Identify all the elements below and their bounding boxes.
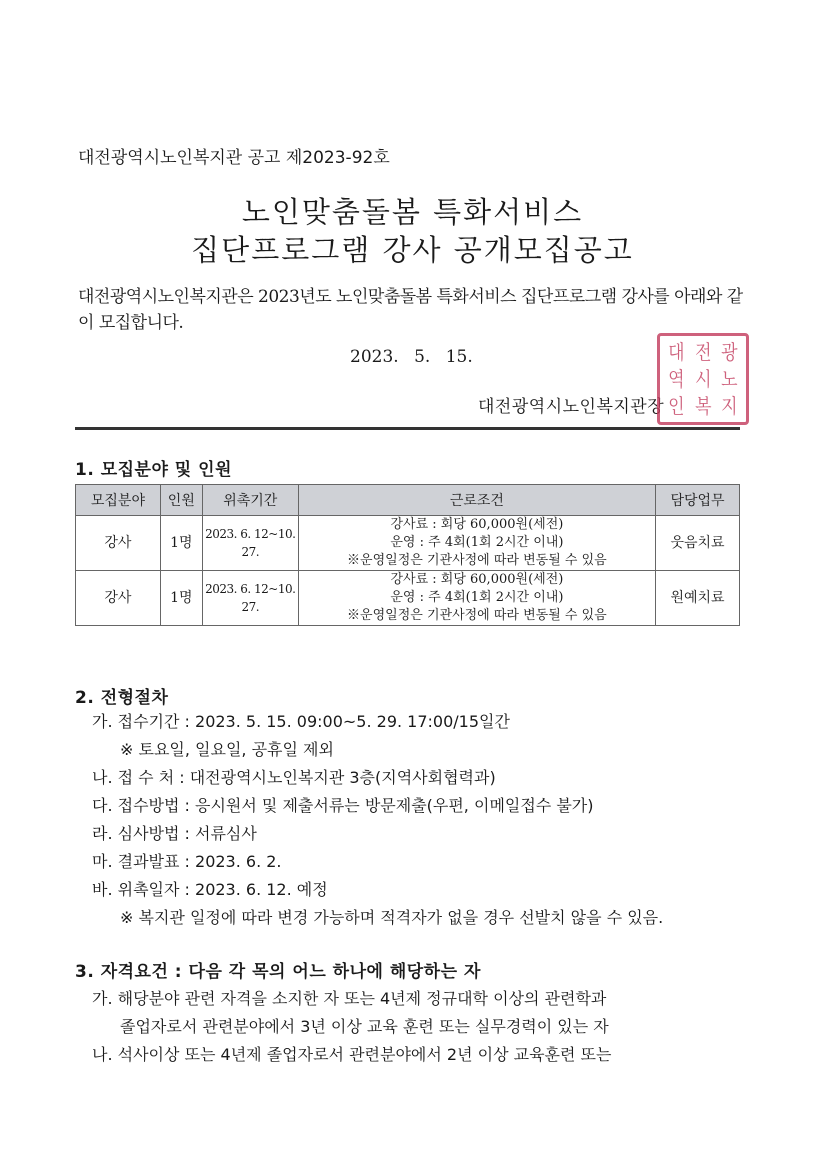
condition-fee: 강사료 : 회당 60,000원(세전): [390, 517, 564, 532]
document-title-line1: 노인맞춤돌봄 특화서비스: [241, 195, 584, 229]
column-header: 위촉기간: [202, 485, 298, 516]
stamp-char: 전: [694, 340, 712, 365]
section-divider: [75, 427, 740, 430]
column-header: 담당업무: [656, 485, 740, 516]
list-item: 가. 접수기간 : 2023. 5. 15. 09:00~5. 29. 17:00/15일간: [92, 712, 510, 731]
list-item: 바. 위촉일자 : 2023. 6. 12. 예정: [92, 880, 328, 899]
stamp-char: 인: [668, 393, 685, 418]
stamp-char: 대: [668, 340, 685, 365]
table-row: [76, 516, 740, 571]
cell-count: 1명: [160, 571, 202, 626]
cell-duty: 웃음치료: [656, 516, 740, 571]
stamp-char: 지: [721, 393, 738, 418]
table-row: [76, 571, 740, 626]
official-seal-stamp: [657, 333, 749, 425]
condition-schedule: 운영 : 주 4회(1회 2시간 이내): [390, 590, 564, 605]
list-note: ※ 복지관 일정에 따라 변경 가능하며 적격자가 없을 경우 선발치 않을 수 있음.: [120, 908, 664, 927]
list-item: 나. 접 수 처 : 대전광역시노인복지관 3층(지역사회협력과): [92, 768, 496, 787]
table-header-row: [76, 485, 740, 516]
list-item-continuation: 졸업자로서 관련분야에서 3년 이상 교육 훈련 또는 실무경력이 있는 자: [120, 1017, 609, 1036]
stamp-char: 역: [668, 366, 685, 391]
notice-date: 2023. 5. 15.: [350, 347, 473, 367]
notice-number: 대전광역시노인복지관 공고 제2023-92호: [78, 148, 390, 168]
issuer-name: 대전광역시노인복지관장: [478, 397, 665, 417]
column-header: 모집분야: [76, 485, 161, 516]
cell-conditions: [298, 516, 655, 571]
section-heading-qualifications: 3. 자격요건 : 다음 각 목의 어느 하나에 해당하는 자: [75, 962, 481, 982]
list-note: ※ 토요일, 일요일, 공휴일 제외: [120, 740, 334, 759]
intro-paragraph: 대전광역시노인복지관은 2023년도 노인맞춤돌봄 특화서비스 집단프로그램 강사를 아래와 같이 모집합니다.: [78, 287, 743, 333]
procedure-list: [92, 708, 663, 932]
recruitment-table: [75, 484, 740, 626]
cell-field: 강사: [76, 516, 161, 571]
cell-duty: 원예치료: [656, 571, 740, 626]
column-header: 인원: [160, 485, 202, 516]
condition-note: ※운영일정은 기관사정에 따라 변동될 수 있음: [347, 553, 607, 568]
section-heading-procedure: 2. 전형절차: [75, 688, 169, 708]
cell-field: 강사: [76, 571, 161, 626]
cell-period: 2023. 6. 12~10. 27.: [202, 571, 298, 626]
list-item: 마. 결과발표 : 2023. 6. 2.: [92, 852, 282, 871]
cell-count: 1명: [160, 516, 202, 571]
section-heading-recruitment: 1. 모집분야 및 인원: [75, 460, 232, 480]
list-item: 다. 접수방법 : 응시원서 및 제출서류는 방문제출(우편, 이메일접수 불가): [92, 796, 594, 815]
condition-note: ※운영일정은 기관사정에 따라 변동될 수 있음: [347, 608, 607, 623]
column-header: 근로조건: [298, 485, 655, 516]
list-item: 나. 석사이상 또는 4년제 졸업자로서 관련분야에서 2년 이상 교육훈련 또는: [92, 1045, 612, 1064]
list-item: 가. 해당분야 관련 자격을 소지한 자 또는 4년제 정규대학 이상의 관련학과: [92, 989, 607, 1008]
condition-fee: 강사료 : 회당 60,000원(세전): [390, 572, 564, 587]
cell-period: 2023. 6. 12~10. 27.: [202, 516, 298, 571]
stamp-char: 복: [694, 393, 712, 418]
list-item: 라. 심사방법 : 서류심사: [92, 824, 257, 843]
qualifications-list: [92, 985, 752, 1069]
document-title-line2: 집단프로그램 강사 공개모집공고: [191, 233, 634, 267]
stamp-char: 노: [721, 366, 738, 391]
condition-schedule: 운영 : 주 4회(1회 2시간 이내): [390, 535, 564, 550]
stamp-char: 시: [694, 366, 712, 391]
stamp-char: 광: [721, 340, 738, 365]
cell-conditions: [298, 571, 655, 626]
